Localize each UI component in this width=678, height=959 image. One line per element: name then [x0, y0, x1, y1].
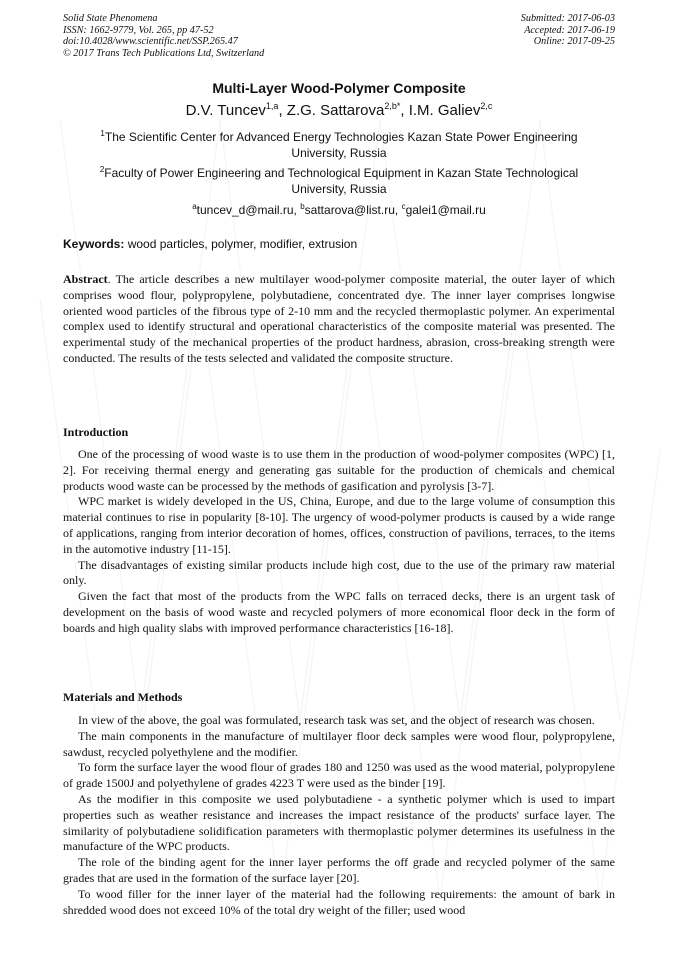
- keywords-label: Keywords:: [63, 237, 125, 251]
- affiliation-2: $^2$Faculty of Power Engineering and Technological Equipment in Kazan State Technological University, Russia: [99, 165, 579, 196]
- accepted-date: Accepted: 2017-06-19: [524, 24, 615, 36]
- paper-title: Multi-Layer Wood-Polymer Composite: [212, 80, 466, 96]
- submitted-date: Submitted: 2017-06-03: [520, 13, 615, 24]
- email-list: [0, 203, 678, 217]
- issn: ISSN: 1662-9779, Vol. 265, pp 47-52: [63, 24, 214, 36]
- copyright: © 2017 Trans Tech Publications Ltd, Switzerland: [63, 47, 265, 59]
- keywords: [63, 237, 615, 251]
- journal-info: [63, 13, 264, 59]
- materials-heading: Materials and Methods: [63, 690, 183, 704]
- introduction-heading: Introduction: [63, 425, 129, 439]
- paragraph: The disadvantages of existing similar products include high cost, due to the use of the primary raw material only.: [63, 557, 615, 588]
- abstract-text: . The article describes a new multilayer wood-polymer composite material, the outer layer of which comprises wood flour, polypropylene, polybutadiene, concentrated dye. The inner layer comprises longwise oriented wood particles of the fibrous type of 2-10 mm and the recycled thermoplastic polymer. An experimental complex used to identify structural and operational characteristics of the composite material was presented. The experimental study of the mechanical properties of the product hardness, abrasion, cross-breaking strength were conducted. The results of the tests selected and validated the composite structure.: [63, 272, 615, 365]
- keywords-text: wood particles, polymer, modifier, extrusion: [127, 237, 358, 251]
- paragraph: WPC market is widely developed in the US, China, Europe, and due to the large volume of consumption this material continues to rise in popularity [8-10]. The urgency of wood-polymer products is caused by a wide range of applications, ranging from interior decoration of homes, offices, construction of pavilions, terraces, to the items in the automotive industry [11-15].: [63, 494, 615, 556]
- paragraph: In view of the above, the goal was formulated, research task was set, and the object of research was chosen.: [78, 713, 595, 727]
- materials-body: [63, 713, 615, 918]
- affiliation-1: $^1$The Scientific Center for Advanced Energy Technologies Kazan State Power Engineering University, Russia: [100, 129, 578, 160]
- email: $^a$tuncev_d@mail.ru,: [192, 202, 301, 217]
- paragraph: One of the processing of wood waste is to use them in the production of wood-polymer composites (WPC) [1, 2]. For receiving thermal energy and generating gas suitable for the production of chemicals and chemical products wood waste can be processed by the methods of gasification and pyrolysis [3-7].: [63, 447, 615, 493]
- author-list: [0, 102, 678, 119]
- author: D.V. Tuncev$^{1,a}$,: [185, 101, 287, 119]
- introduction-body: [63, 447, 615, 637]
- email: $^c$galei1@mail.ru: [401, 202, 486, 217]
- online-date: Online: 2017-09-25: [533, 36, 615, 48]
- paragraph: The role of the binding agent for the inner layer performs the off grade and recycled polymer of the same grades that are used in the formation of the surface layer [20].: [63, 855, 615, 885]
- publication-dates: [521, 13, 615, 48]
- journal-name: Solid State Phenomena: [63, 13, 158, 24]
- paragraph: The main components in the manufacture of multilayer floor deck samples were wood flour, polypropylene, sawdust, recycled polyethylene and the modifier.: [63, 728, 615, 759]
- abstract-label: Abstract: [63, 272, 108, 286]
- author: I.M. Galiev$^{2,c}$: [408, 101, 493, 119]
- email: $^b$sattarova@list.ru,: [300, 202, 402, 217]
- paragraph: As the modifier in this composite we used polybutadiene - a synthetic polymer which is used to impart properties such as weather resistance and increases the impact resistance of the products' surface layer. The similarity of polybutadiene solidification parameters with thermoplastic polymer determines its usefulness in the manufacture of the WPC products.: [63, 791, 615, 854]
- paragraph: To form the surface layer the wood flour of grades 180 and 1250 was used as the wood material, polypropylene of grade 1500J and polyethylene of grades 4223 T were used as the binder [19].: [63, 760, 615, 791]
- paragraph: Given the fact that most of the products from the WPC falls on terraced decks, there is an urgent task of development on the basis of wood waste and recycled polymers of more economical floor deck in the form of boards and high quality slabs with improved performance characteristics [16-18].: [63, 589, 615, 635]
- author: Z.G. Sattarova$^{2,b*}$,: [286, 101, 409, 119]
- doi: doi:10.4028/www.scientific.net/SSP.265.47: [63, 36, 238, 48]
- paragraph: To wood filler for the inner layer of the material had the following requirements: the amount of bark in shredded wood does not exceed 10% of the total dry weight of the filler; used wood: [63, 886, 615, 917]
- abstract: [63, 272, 615, 367]
